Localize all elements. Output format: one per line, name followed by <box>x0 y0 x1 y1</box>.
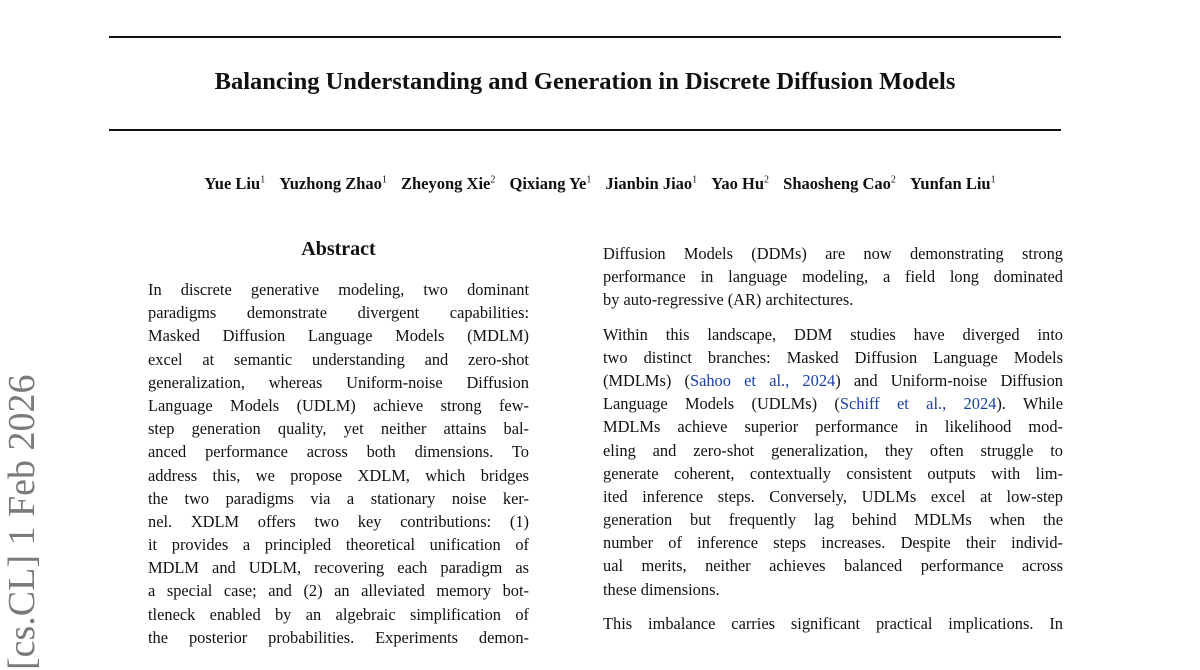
abstract-line: the two paradigms via a stationary noise ker- <box>148 488 529 508</box>
abstract-line: the posterior probabilities. Experiments demon- <box>148 627 529 647</box>
abstract-line: paradigms demonstrate divergent capabilities: <box>148 303 529 323</box>
abstract-line: it provides a principled theoretical unification of <box>148 535 529 555</box>
paper-title: Balancing Understanding and Generation in Discrete Diffusion Models <box>214 68 956 95</box>
intro-line: eling and zero-shot generalization, they often struggle to <box>603 440 1063 460</box>
citation-link[interactable]: Sahoo et al., 2024 <box>689 370 836 390</box>
intro-line: ited inference steps. Conversely, UDLMs excel at low-step <box>603 486 1063 506</box>
abstract-line: In discrete generative modeling, two dominant <box>148 280 529 299</box>
intro-line: Within this landscape, DDM studies have diverged into <box>603 324 1063 344</box>
author: Yunfan Liu$^1$ <box>910 174 996 193</box>
intro-line: generate coherent, contextually consistent outputs with lim- <box>603 463 1063 483</box>
intro-line: two distinct branches: Masked Diffusion Language Models <box>603 347 1063 367</box>
abstract-heading: Abstract <box>301 238 376 260</box>
intro-line: This imbalance carries significant practical implications. In <box>603 613 1063 633</box>
author: Yue Liu$^1$ <box>204 174 266 193</box>
intro-line: performance in language modeling, a field long dominated <box>603 267 1063 287</box>
intro-line: (MDLMs) (Sahoo et al., 2024) and Uniform-noise Diffusion <box>603 370 1064 390</box>
abstract-line: MDLM and UDLM, recovering each paradigm as <box>148 558 529 578</box>
author: Shaosheng Cao$^2$ <box>783 174 896 193</box>
citation-link[interactable]: Schiff et al., 2024 <box>839 394 997 414</box>
intro-line: by auto-regressive (AR) architectures. <box>603 290 854 310</box>
abstract-line: Masked Diffusion Language Models (MDLM) <box>148 326 529 346</box>
abstract-line: a special case; and (2) an alleviated memory bot- <box>148 581 529 601</box>
author: Yuzhong Zhao$^1$ <box>279 174 387 193</box>
abstract-line: generalization, whereas Uniform-noise Diffusion <box>148 372 529 392</box>
author: Zheyong Xie$^2$ <box>401 174 496 193</box>
abstract-line: excel at semantic understanding and zero-shot <box>148 349 529 369</box>
abstract-body <box>148 278 529 649</box>
abstract-line: tleneck enabled by an algebraic simplification of <box>148 604 529 624</box>
intro-line: these dimensions. <box>603 579 720 599</box>
intro-line: Language Models (UDLMs) (Schiff et al., 2024). While <box>603 394 1064 414</box>
author-list <box>0 174 1200 194</box>
intro-line: generation but frequently lag behind MDLMs when the <box>603 510 1063 530</box>
intro-line: MDLMs achieve superior performance in likelihood mod- <box>603 417 1063 437</box>
intro-line: ual merits, neither achieves balanced performance across <box>603 556 1063 576</box>
abstract-line: step generation quality, yet neither attains bal- <box>148 419 529 439</box>
arxiv-stamp: [cs.CL] 1 Feb 2026 <box>1 374 43 670</box>
intro-line: number of inference steps increases. Despite their individ- <box>603 533 1063 553</box>
abstract-line: anced performance across both dimensions. To <box>148 442 529 462</box>
intro-line: Diffusion Models (DDMs) are now demonstrating strong <box>603 244 1063 263</box>
bottom-rule <box>109 129 1061 131</box>
author: Jianbin Jiao$^1$ <box>605 174 698 193</box>
author: Qixiang Ye$^1$ <box>509 174 592 193</box>
abstract-line: address this, we propose XDLM, which bridges <box>148 465 529 485</box>
abstract-line: Language Models (UDLM) achieve strong few- <box>148 395 529 415</box>
top-rule <box>109 36 1061 38</box>
abstract-line: nel. XDLM offers two key contributions: (1) <box>148 511 529 531</box>
intro-body <box>603 242 1063 635</box>
author: Yao Hu$^2$ <box>711 174 770 193</box>
